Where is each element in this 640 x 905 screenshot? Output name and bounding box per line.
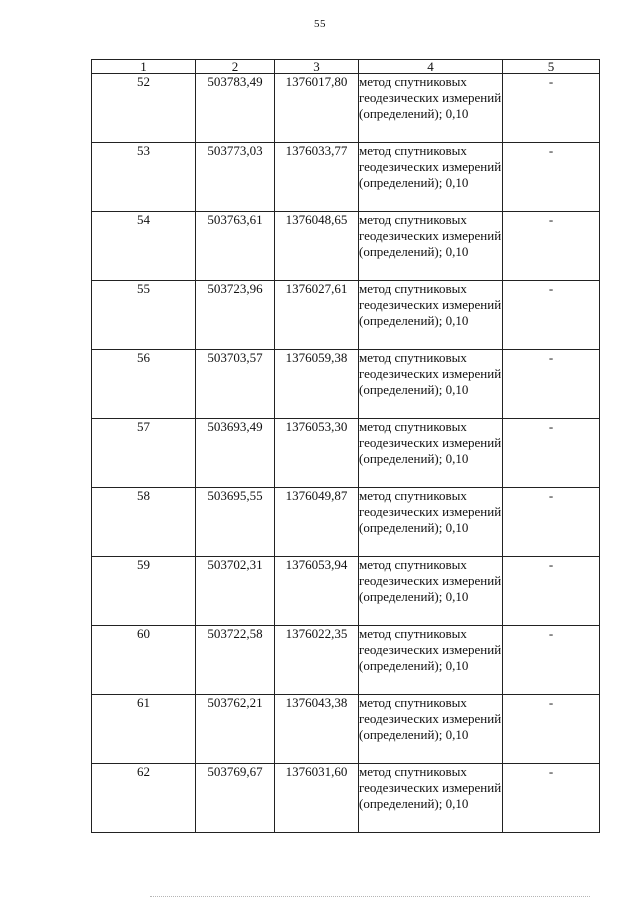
table-row [92,764,600,833]
note-cell: - [503,695,600,764]
point-number-cell: 53 [92,143,196,212]
y-coordinate-cell: 1376049,87 [275,488,359,557]
table-row [92,695,600,764]
note-cell: - [503,143,600,212]
x-coordinate-cell: 503763,61 [196,212,275,281]
table-row [92,212,600,281]
coordinates-table [91,59,600,833]
point-number-cell: 57 [92,419,196,488]
point-number-cell: 59 [92,557,196,626]
y-coordinate-cell: 1376053,30 [275,419,359,488]
y-coordinate-cell: 1376022,35 [275,626,359,695]
table-row [92,281,600,350]
x-coordinate-cell: 503702,31 [196,557,275,626]
point-number-cell: 55 [92,281,196,350]
method-accuracy-cell: метод спутниковых геодезических измерений (определений); 0,10 [359,74,503,143]
method-accuracy-cell: метод спутниковых геодезических измерений (определений); 0,10 [359,764,503,833]
note-cell: - [503,557,600,626]
method-accuracy-cell: метод спутниковых геодезических измерений (определений); 0,10 [359,143,503,212]
x-coordinate-cell: 503762,21 [196,695,275,764]
y-coordinate-cell: 1376027,61 [275,281,359,350]
column-header-2: 2 [196,60,275,74]
point-number-cell: 60 [92,626,196,695]
point-number-cell: 58 [92,488,196,557]
point-number-cell: 56 [92,350,196,419]
y-coordinate-cell: 1376017,80 [275,74,359,143]
table-header-row [92,60,600,74]
x-coordinate-cell: 503783,49 [196,74,275,143]
table-row [92,419,600,488]
y-coordinate-cell: 1376048,65 [275,212,359,281]
x-coordinate-cell: 503723,96 [196,281,275,350]
method-accuracy-cell: метод спутниковых геодезических измерений (определений); 0,10 [359,695,503,764]
method-accuracy-cell: метод спутниковых геодезических измерений (определений); 0,10 [359,212,503,281]
scan-artifact-line [150,896,590,901]
table-row [92,626,600,695]
method-accuracy-cell: метод спутниковых геодезических измерений (определений); 0,10 [359,626,503,695]
point-number-cell: 52 [92,74,196,143]
x-coordinate-cell: 503773,03 [196,143,275,212]
point-number-cell: 61 [92,695,196,764]
y-coordinate-cell: 1376033,77 [275,143,359,212]
x-coordinate-cell: 503693,49 [196,419,275,488]
y-coordinate-cell: 1376053,94 [275,557,359,626]
note-cell: - [503,74,600,143]
y-coordinate-cell: 1376031,60 [275,764,359,833]
method-accuracy-cell: метод спутниковых геодезических измерений (определений); 0,10 [359,488,503,557]
column-header-4: 4 [359,60,503,74]
page-number: 55 [314,18,326,30]
point-number-cell: 62 [92,764,196,833]
y-coordinate-cell: 1376059,38 [275,350,359,419]
note-cell: - [503,488,600,557]
x-coordinate-cell: 503695,55 [196,488,275,557]
table-row [92,488,600,557]
column-header-3: 3 [275,60,359,74]
y-coordinate-cell: 1376043,38 [275,695,359,764]
table-row [92,557,600,626]
note-cell: - [503,626,600,695]
method-accuracy-cell: метод спутниковых геодезических измерений (определений); 0,10 [359,281,503,350]
x-coordinate-cell: 503769,67 [196,764,275,833]
table-row [92,74,600,143]
x-coordinate-cell: 503722,58 [196,626,275,695]
method-accuracy-cell: метод спутниковых геодезических измерений (определений); 0,10 [359,419,503,488]
column-header-1: 1 [92,60,196,74]
note-cell: - [503,764,600,833]
note-cell: - [503,419,600,488]
method-accuracy-cell: метод спутниковых геодезических измерений (определений); 0,10 [359,557,503,626]
method-accuracy-cell: метод спутниковых геодезических измерений (определений); 0,10 [359,350,503,419]
note-cell: - [503,281,600,350]
column-header-5: 5 [503,60,600,74]
note-cell: - [503,212,600,281]
table-row [92,350,600,419]
x-coordinate-cell: 503703,57 [196,350,275,419]
table-row [92,143,600,212]
point-number-cell: 54 [92,212,196,281]
table-body [92,74,600,833]
note-cell: - [503,350,600,419]
